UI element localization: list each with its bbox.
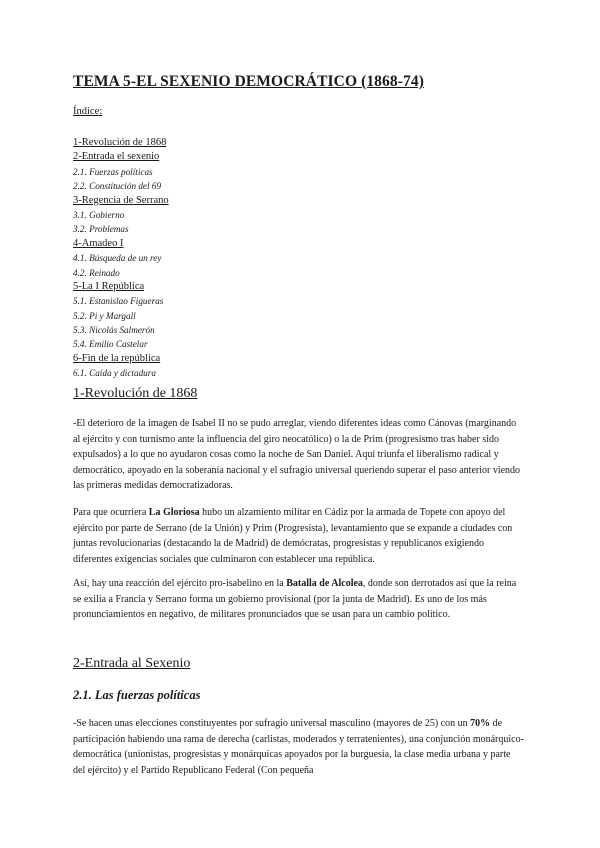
toc-item[interactable]: 3.2. Problemas [73,224,129,235]
toc-item[interactable]: 5.1. Estanislao Figueras [73,296,164,307]
toc-item[interactable]: 3.1. Gobierno [73,209,125,220]
index-label: Índice: [73,106,103,117]
toc-item[interactable]: 2.2. Constitución del 69 [73,181,162,192]
toc-item[interactable]: 1-Revolución de 1868 [73,137,167,148]
paragraph-text: de participación habiendo una rama de derecha (carlistas, moderados y terratenientes), una conjunción monárquico-democrática (unionistas, progresistas y monárquicas apoyados por la burguesía, la clase media urbana y parte del ejército) y el Partido Republicano Federal (Con pequeña [73,718,524,776]
toc-item[interactable]: 2.1. Fuerzas políticas [73,166,153,177]
toc-item[interactable]: 6.1. Caída y dictadura [73,368,156,379]
paragraph-text: -Se hacen unas elecciones constituyentes por sufragio universal masculino (mayores de 25) con un [73,718,471,729]
toc-item[interactable]: 5-La I República [73,280,145,292]
toc-item[interactable]: 2-Entrada el sexenio [73,151,160,163]
toc-item[interactable]: 4.2. Reinado [73,267,120,278]
toc-item[interactable]: 5.4. Emilio Castelar [73,339,148,350]
toc-item[interactable]: 5.2. Pi y Margall [73,310,136,321]
toc-item[interactable]: 6-Fin de la república [73,352,161,364]
paragraph: -El deterioro de la imagen de Isabel II no se pudo arreglar, viendo diferentes ideas como Cánovas (marginando al ejército y con turnismo ante la influencia del giro neocatólico) o la de Prim (progresismo tras haber sido expulsados) a lo que no ayudaron cosas como la noche de San Daniel. Aquí triunfa el liberalismo radical y democrático, apoyado en la soberanía nacional y el sufragio universal queriendo superar el paso anterior viendo las primeras medidas democratizadoras. [73,418,521,491]
paragraph-text: hubo un alzamiento militar en Cádiz por la armada de Topete con apoyo del ejército por parte de Serrano (de la Unión) y Prim (Progresista), levantamiento que se expande a ciudades con juntas revolucionarias (destacando la de Madrid) de demócratas, progresistas y republicanos exigiendo diferentes exigencias sociales que culminaron con establecer una república. [73,507,513,565]
paragraph-text: Para que ocurriera [73,507,149,518]
section-heading-revolucion: 1-Revolución de 1868 [73,386,198,401]
bold-term: Batalla de Alcolea [286,578,363,589]
document-title: TEMA 5-EL SEXENIO DEMOCRÁTICO (1868-74) [73,73,424,90]
table-of-contents [73,136,169,381]
paragraph-text: Así, hay una reacción del ejército pro-isabelino en la [73,578,287,589]
toc-item[interactable]: 3-Regencia de Serrano [73,194,169,206]
bold-term: La Gloriosa [148,507,200,518]
section-heading-sexenio: 2-Entrada al Sexenio [73,656,191,671]
toc-item[interactable]: 4.1. Búsqueda de un rey [73,253,162,264]
bold-term: 70% [470,718,491,729]
paragraph-text: , donde son derrotados así que la reina se exilia a Francia y Serrano forma un gobierno provisional (por la junta de Madrid). Es uno de los más pronunciamientos en negativo, de militares pronunciados que se usan para un cambio político. [73,578,517,620]
toc-item[interactable]: 5.3. Nicolás Salmerón [73,325,155,336]
toc-item[interactable]: 4-Amadeo I [73,237,124,249]
paragraph [73,505,525,567]
paragraph [73,716,525,778]
paragraph [73,576,525,623]
subsection-heading-fuerzas: 2.1. Las fuerzas políticas [73,688,201,702]
